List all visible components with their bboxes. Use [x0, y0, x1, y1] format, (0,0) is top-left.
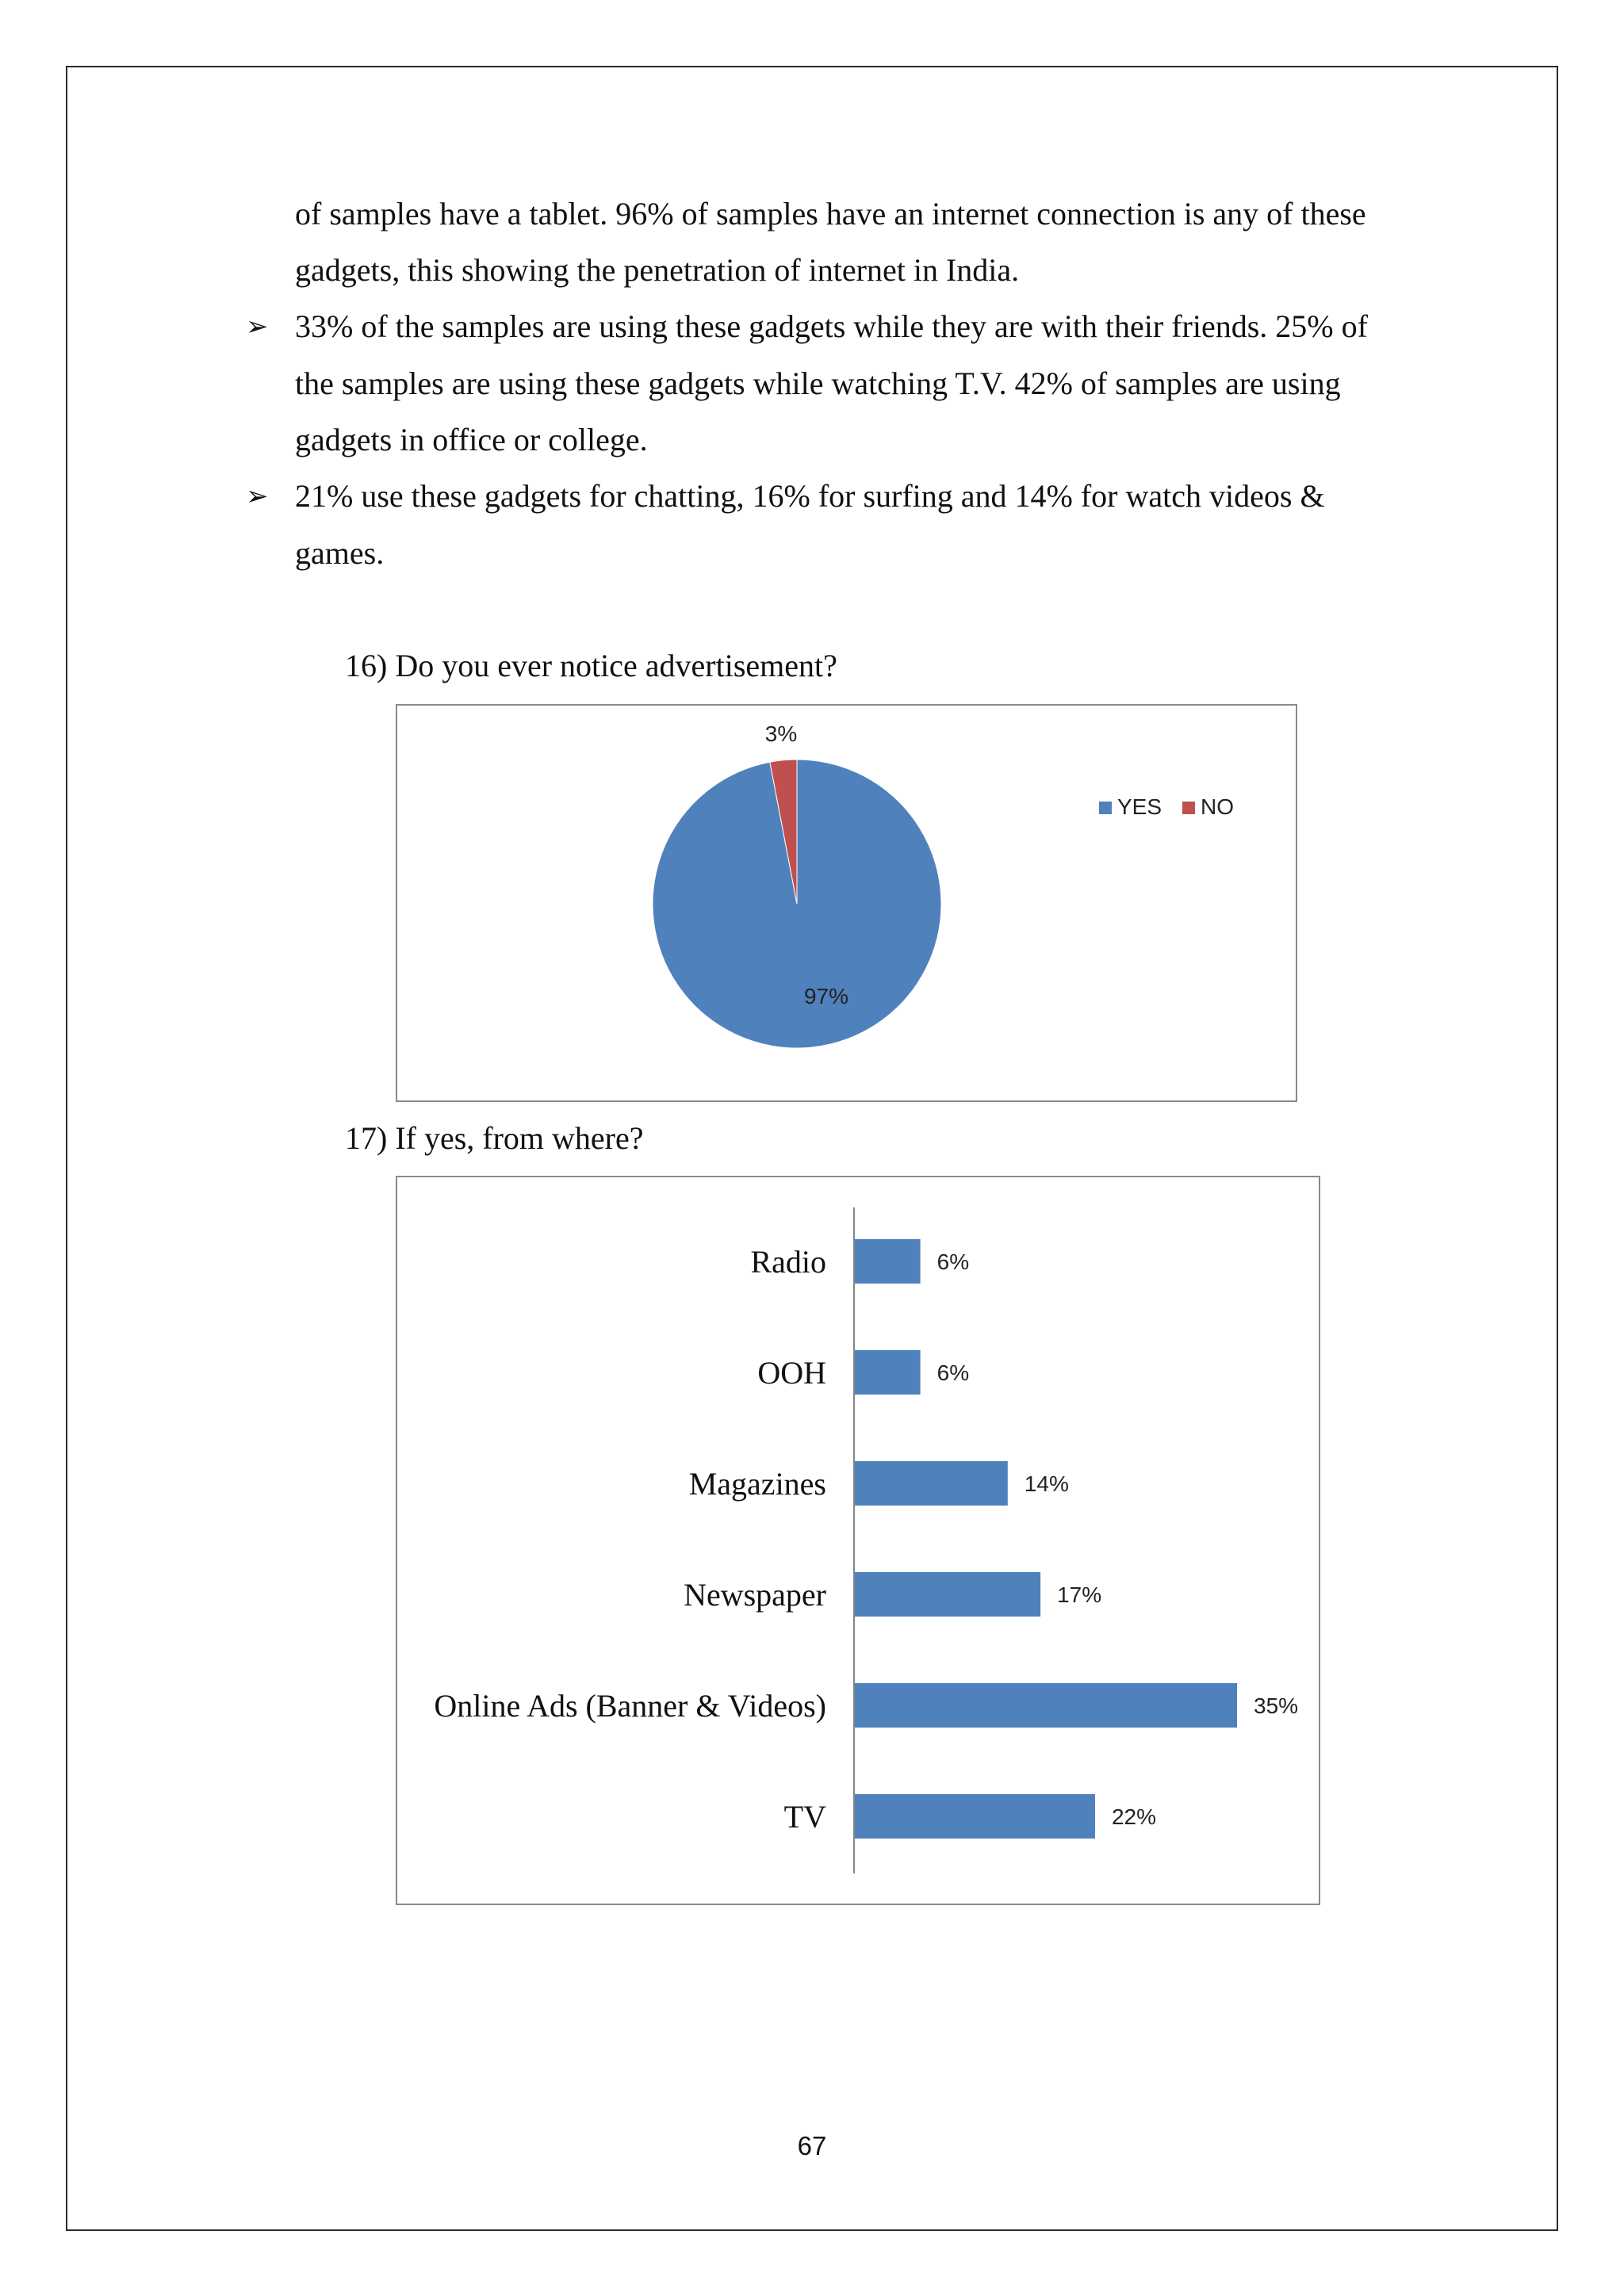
bar — [855, 1572, 1040, 1617]
legend-swatch-no — [1182, 802, 1195, 814]
page-number: 67 — [797, 2131, 827, 2160]
bar-value-label: 6% — [936, 1360, 970, 1385]
legend-swatch-yes — [1099, 802, 1112, 814]
paragraph-line: of samples have a tablet. 96% of samples have an internet connection is any of these — [295, 196, 1366, 232]
bar — [855, 1461, 1008, 1506]
bar-chart-frame — [396, 1176, 1320, 1905]
bar-category-label: TV — [783, 1799, 826, 1835]
bar-category-label: Magazines — [688, 1466, 826, 1502]
legend-label-no: NO — [1201, 794, 1234, 819]
pie-chart-frame — [396, 704, 1297, 1102]
legend-label-yes: YES — [1117, 794, 1162, 819]
bar — [855, 1350, 921, 1395]
bullet-line: the samples are using these gadgets while watching T.V. 42% of samples are using — [295, 365, 1341, 401]
bullet-line: 21% use these gadgets for chatting, 16% for surfing and 14% for watch videos & — [295, 478, 1325, 514]
bar-chart — [397, 1177, 1319, 1904]
bar — [855, 1683, 1237, 1728]
bullet-arrow-icon: ➢ — [246, 311, 269, 342]
pie-label-yes: 97% — [803, 984, 849, 1008]
bar-value-label: 17% — [1057, 1582, 1102, 1607]
paragraph-line: gadgets, this showing the penetration of internet in India. — [295, 252, 1020, 288]
bullet-line: games. — [295, 535, 385, 571]
bar-value-label: 35% — [1254, 1693, 1299, 1718]
bar-value-label: 22% — [1111, 1804, 1157, 1829]
bullet-line: gadgets in office or college. — [295, 422, 648, 457]
bar-value-label: 14% — [1024, 1471, 1069, 1496]
bar-category-label: OOH — [757, 1355, 826, 1391]
bar-category-label: Radio — [750, 1244, 826, 1280]
pie-chart — [397, 706, 1296, 1100]
bar — [855, 1239, 921, 1284]
bullet-arrow-icon: ➢ — [246, 480, 269, 512]
bar-value-label: 6% — [936, 1249, 970, 1274]
bar-category-label: Newspaper — [684, 1577, 826, 1613]
pie-label-no: 3% — [764, 721, 798, 746]
question-17-title: 17) If yes, from where? — [345, 1120, 644, 1156]
question-16-title: 16) Do you ever notice advertisement? — [345, 648, 837, 683]
bar — [855, 1794, 1095, 1839]
bullet-line: 33% of the samples are using these gadgets while they are with their friends. 25% of — [295, 308, 1368, 344]
bar-category-label: Online Ads (Banner & Videos) — [434, 1688, 826, 1724]
